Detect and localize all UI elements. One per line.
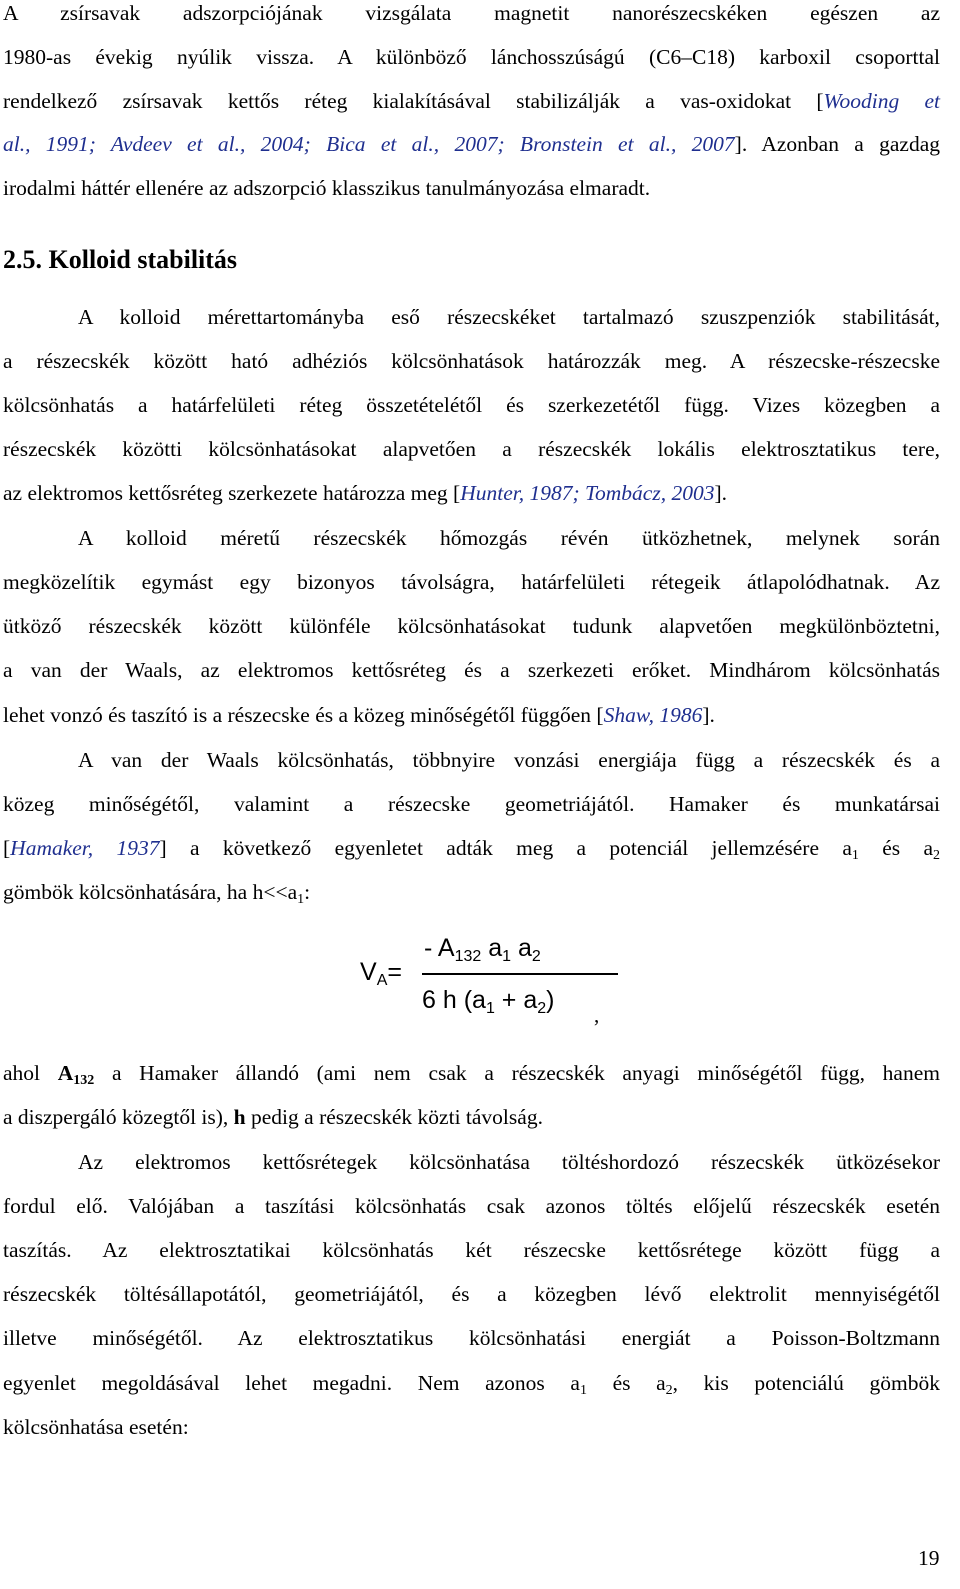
p5-line-2-text: a diszpergáló közegtől is), — [3, 1105, 234, 1129]
citation-wooding[interactable]: Wooding et — [823, 89, 940, 113]
formula-den-sub2: 2 — [537, 1000, 547, 1017]
p6-line-3: taszítás. Az elektrosztatikai kölcsönhatás két részecske kettősrétege között függ a — [3, 1238, 940, 1262]
p6-line-5: illetve minőségétől. Az elektrosztatikus kölcsönhatási energiát a Poisson-Boltzmann — [3, 1326, 940, 1350]
formula-den-open: 6 h (a — [422, 986, 486, 1014]
formula-eq: = — [387, 958, 402, 986]
formula-num-a1: a — [481, 934, 503, 962]
p4-line-4 — [3, 879, 940, 905]
p1-line-4-text: ]. Azonban a gazdag — [734, 132, 940, 156]
p1-line-3-text: rendelkező zsírsavak kettős réteg kialakításával stabilizálják a vas-oxidokat [ — [3, 89, 824, 113]
p6-line-6-end: , kis potenciálú gömbök — [672, 1371, 940, 1395]
p2-line-4: részecskék közötti kölcsönhatásokat alapvetően a részecskék lokális elektrosztatikus tere, — [3, 437, 940, 461]
section-heading: 2.5. Kolloid stabilitás — [3, 245, 238, 274]
citation-list[interactable]: al., 1991; Avdeev et al., 2004; Bica et al., 2007; Bronstein et al., 2007 — [3, 132, 735, 156]
formula-num-a2-sub: 2 — [531, 948, 541, 965]
p5-line-1 — [3, 1060, 940, 1086]
p5-h: h — [233, 1105, 246, 1129]
p5-a132: A — [57, 1061, 74, 1085]
p3-line-4: a van der Waals, az elektromos kettősréteg és a szerkezeti erőket. Mindhárom kölcsönhatás — [3, 658, 940, 682]
p1-line-3 — [3, 88, 940, 114]
p4-sub-2: 2 — [933, 848, 941, 863]
p6-line-2: fordul elő. Valójában a taszítási kölcsönhatás csak azonos töltés előjelű részecskék esetén — [3, 1194, 940, 1218]
p2-line-5 — [3, 480, 940, 506]
p6-line-6-text: egyenlet megoldásával lehet megadni. Nem azonos a — [3, 1371, 580, 1395]
formula-num-a-sub: 132 — [454, 948, 482, 965]
p5-a132-sub: 132 — [73, 1073, 95, 1088]
p4-sub-1: 1 — [851, 848, 859, 863]
p1-line-1: A zsírsavak adszorpciójának vizsgálata magnetit nanorészecskéken egészen az — [3, 1, 940, 25]
p6-line-6 — [3, 1370, 940, 1396]
formula-den-sub1: 1 — [485, 1000, 495, 1017]
p1-line-4 — [3, 131, 940, 157]
page-number: 19 — [918, 1546, 940, 1570]
p4-line-4-end: : — [304, 880, 311, 904]
formula-den-plus: + a — [494, 986, 538, 1014]
citation-shaw[interactable]: Shaw, 1986 — [603, 703, 703, 727]
p3-line-2: megközelítik egymást egy bizonyos távolságra, határfelületi rétegeik átlapolódhatnak. Az — [3, 570, 940, 594]
p6-line-4: részecskék töltésállapotától, geometriájától, és a közegben lévő elektrolit mennyiségétől — [3, 1282, 940, 1306]
formula-numerator — [424, 934, 541, 963]
p2-line-2: a részecskék között ható adhéziós kölcsönhatások határozzák meg. A részecske-részecske — [3, 349, 940, 373]
fraction-bar — [422, 973, 618, 975]
p1-line-2: 1980-as évekig nyúlik vissza. A különböző lánchosszúságú (C6–C18) karboxil csoporttal — [3, 45, 940, 69]
formula-trailing-comma: , — [594, 1003, 600, 1027]
p4-line-3-and: és a — [858, 836, 934, 860]
p3-line-3: ütköző részecskék között különféle kölcsönhatásokat tudunk alapvetően megkülönböztetni, — [3, 614, 940, 638]
p4-line-2: közeg minőségétől, valamint a részecske geometriájától. Hamaker és munkatársai — [3, 792, 940, 816]
p2-line-5-text: az elektromos kettősréteg szerkezete határozza meg [ — [3, 481, 461, 505]
p2-line-1: A kolloid mérettartományba eső részecskéket tartalmazó szuszpenziók stabilitását, — [78, 305, 940, 329]
p4-line-1: A van der Waals kölcsönhatás, többnyire vonzási energiája függ a részecskék és a — [78, 748, 940, 772]
formula-denominator — [422, 986, 554, 1015]
p6-line-1: Az elektromos kettősrétegek kölcsönhatása töltéshordozó részecskék ütközésekor — [78, 1150, 940, 1174]
formula-num-a2: a — [511, 934, 532, 962]
formula-v-sub: A — [376, 972, 388, 989]
formula-v: V — [360, 958, 377, 986]
p5-ahol: ahol — [3, 1061, 58, 1085]
p4-line-4-sub: 1 — [297, 892, 305, 907]
p4-line-3-open: [ — [3, 836, 11, 860]
p1-line-5: irodalmi háttér ellenére az adszorpció klasszikus tanulmányozása elmaradt. — [3, 176, 651, 200]
p2-line-3: kölcsönhatás a határfelületi réteg összetételétől és szerkezetétől függ. Vizes közegben a — [3, 393, 940, 417]
p5-line-2 — [3, 1104, 940, 1130]
p6-sub-2: 2 — [665, 1383, 673, 1398]
formula-num-a: - A — [424, 934, 455, 962]
hamaker-formula — [360, 930, 620, 1040]
p4-line-3-text: ] a következő egyenletet adták meg a potenciál jellemzésére a — [159, 836, 852, 860]
p3-line-5-end: ]. — [702, 703, 715, 727]
citation-hunter-tombacz[interactable]: Hunter, 1987; Tombácz, 2003 — [460, 481, 715, 505]
p4-line-4-text: gömbök kölcsönhatására, ha h<<a — [3, 880, 298, 904]
p6-line-7: kölcsönhatása esetén: — [3, 1415, 189, 1439]
formula-num-a1-sub: 1 — [502, 948, 512, 965]
p3-line-5 — [3, 702, 940, 728]
p6-line-6-and: és a — [586, 1371, 666, 1395]
p5-line-1-text: a Hamaker állandó (ami nem csak a részecskék anyagi minőségétől függ, hanem — [94, 1061, 940, 1085]
p2-line-5-end: ]. — [714, 481, 728, 505]
p3-line-1: A kolloid méretű részecskék hőmozgás révén ütközhetnek, melynek során — [78, 526, 940, 550]
p3-line-5-text: lehet vonzó és taszító is a részecske és a közeg minőségétől függően [ — [3, 703, 604, 727]
formula-lhs — [360, 958, 402, 987]
p5-line-2-end: pedig a részecskék közti távolság. — [245, 1105, 543, 1129]
citation-hamaker[interactable]: Hamaker, 1937 — [10, 836, 160, 860]
p6-sub-1: 1 — [579, 1383, 587, 1398]
formula-den-close: ) — [546, 986, 555, 1014]
p4-line-3 — [3, 835, 940, 861]
